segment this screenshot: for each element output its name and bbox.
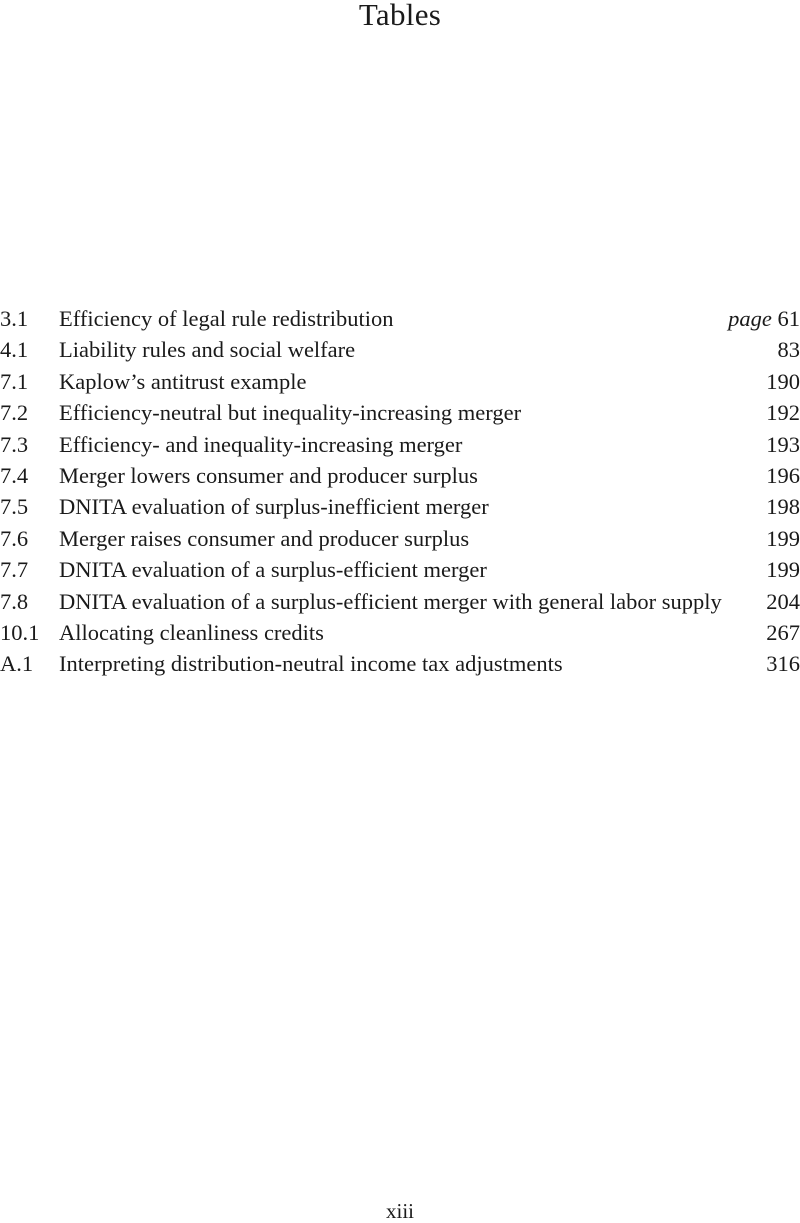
toc-entry-7-4[interactable] (0, 460, 800, 491)
table-title: Efficiency- and inequality-increasing merger (59, 429, 766, 460)
page-number: 199 (766, 554, 800, 585)
table-title: Efficiency of legal rule redistribution (59, 303, 728, 334)
toc-entry-7-1[interactable] (0, 366, 800, 397)
table-number: A.1 (0, 648, 59, 679)
table-title: Merger raises consumer and producer surplus (59, 523, 766, 554)
table-title: Allocating cleanliness credits (59, 617, 766, 648)
table-title: Kaplow’s antitrust example (59, 366, 766, 397)
table-number: 7.2 (0, 397, 59, 428)
table-title: DNITA evaluation of a surplus-efficient merger with general labor supply (59, 586, 766, 617)
table-title: Interpreting distribution-neutral income tax adjustments (59, 648, 766, 679)
page-number: 190 (766, 366, 800, 397)
page-title: Tables (0, 0, 800, 30)
toc-entry-7-3[interactable] (0, 429, 800, 460)
page-prefix: page (728, 306, 772, 331)
toc-entry-7-2[interactable] (0, 397, 800, 428)
table-number: 7.4 (0, 460, 59, 491)
page-number: 204 (766, 586, 800, 617)
toc-entry-a-1[interactable] (0, 648, 800, 679)
table-number: 7.1 (0, 366, 59, 397)
table-title: DNITA evaluation of surplus-inefficient merger (59, 491, 766, 522)
page-value: 61 (778, 306, 800, 331)
page-number: 199 (766, 523, 800, 554)
page-number: 193 (766, 429, 800, 460)
page-number: 198 (766, 491, 800, 522)
table-title: Liability rules and social welfare (59, 334, 778, 365)
page-number: 196 (766, 460, 800, 491)
table-title: Efficiency-neutral but inequality-increasing merger (59, 397, 766, 428)
table-number: 3.1 (0, 303, 59, 334)
table-number: 7.7 (0, 554, 59, 585)
toc-entry-7-8[interactable] (0, 586, 800, 617)
toc-entry-7-6[interactable] (0, 523, 800, 554)
page-number: 192 (766, 397, 800, 428)
toc-entry-4-1[interactable] (0, 334, 800, 365)
table-number: 10.1 (0, 617, 59, 648)
list-of-tables (0, 303, 800, 680)
toc-entry-7-5[interactable] (0, 491, 800, 522)
table-number: 7.3 (0, 429, 59, 460)
toc-entry-3-1[interactable] (0, 303, 800, 334)
page-number: 316 (766, 648, 800, 679)
table-number: 7.6 (0, 523, 59, 554)
table-number: 7.8 (0, 586, 59, 617)
folio-page-number: xiii (0, 1200, 800, 1222)
table-number: 7.5 (0, 491, 59, 522)
table-number: 4.1 (0, 334, 59, 365)
toc-entry-10-1[interactable] (0, 617, 800, 648)
page-number: 83 (778, 334, 800, 365)
page-number (728, 303, 800, 334)
toc-entry-7-7[interactable] (0, 554, 800, 585)
table-title: DNITA evaluation of a surplus-efficient merger (59, 554, 766, 585)
page-number: 267 (766, 617, 800, 648)
table-title: Merger lowers consumer and producer surplus (59, 460, 766, 491)
